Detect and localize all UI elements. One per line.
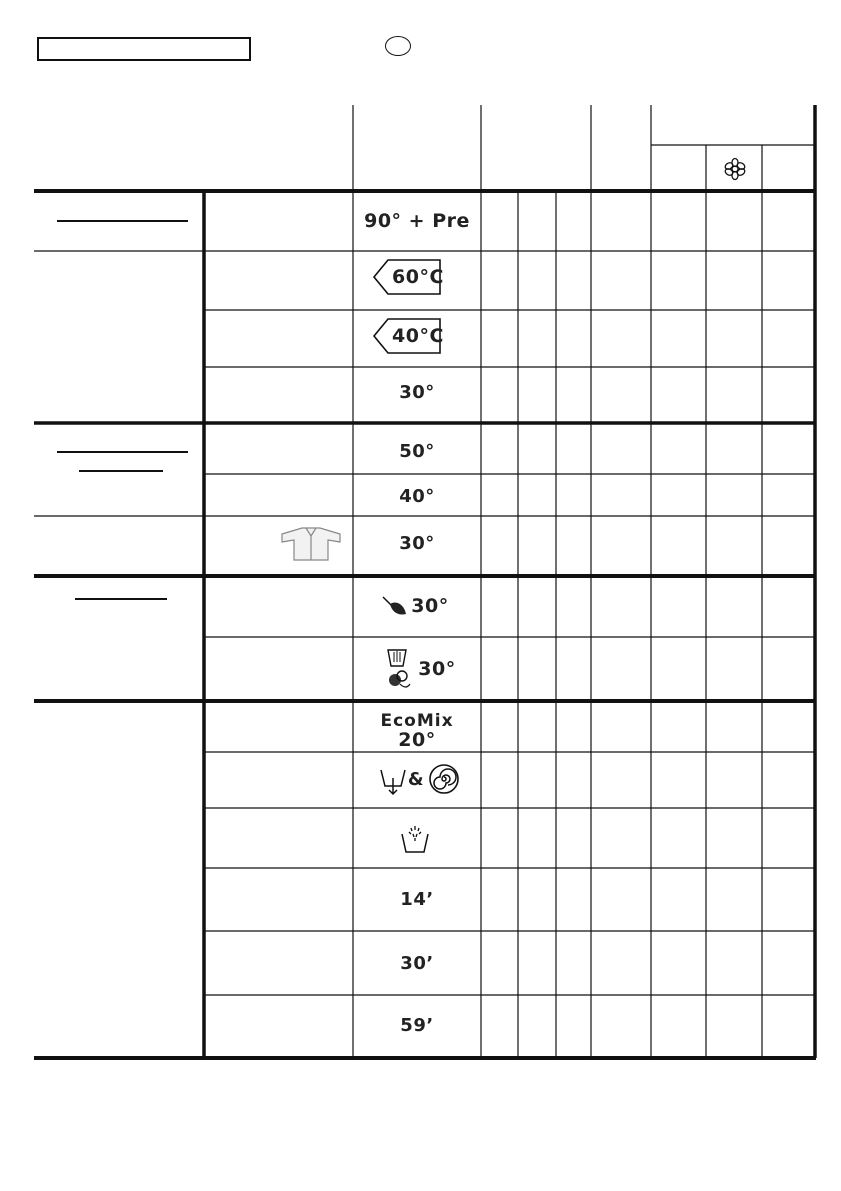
program-label: 14’	[400, 889, 434, 910]
program-label: 60°C	[392, 266, 444, 288]
program-label: 30°	[411, 595, 449, 617]
program-label: 50°	[399, 441, 435, 462]
program-label: 30’	[400, 953, 434, 974]
category-heading-underline	[57, 220, 188, 222]
program-label: 30°	[399, 382, 435, 403]
program-label: 30°	[418, 658, 456, 680]
flower-icon	[724, 157, 746, 181]
program-label: &	[407, 769, 425, 790]
program-label: 90° + Pre	[364, 210, 470, 232]
program-label: EcoMix	[380, 711, 454, 731]
program-label: 40°C	[392, 325, 444, 347]
category-heading-underline	[57, 451, 188, 453]
spin-icon	[428, 763, 460, 795]
program-label: 20°	[398, 729, 436, 751]
shirt-icon	[278, 524, 344, 564]
category-heading-underline	[79, 470, 163, 472]
rinse-shower-icon	[400, 822, 430, 854]
category-heading-underline	[75, 598, 167, 600]
program-label: 30°	[399, 533, 435, 554]
program-label: 59’	[400, 1015, 434, 1036]
program-label: 40°	[399, 486, 435, 507]
